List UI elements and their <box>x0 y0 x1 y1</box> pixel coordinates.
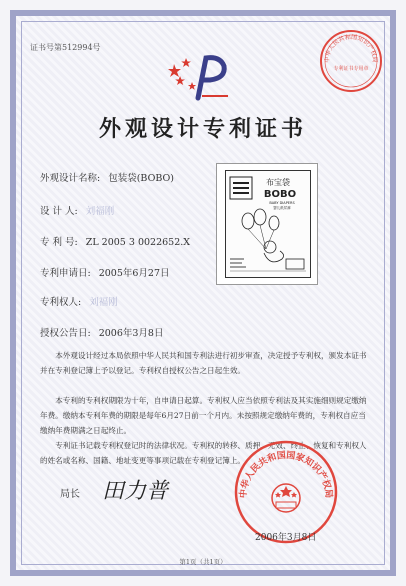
grant-date-value: 2006年3月8日 <box>98 328 164 339</box>
grant-date-field <box>40 325 163 339</box>
package-artwork <box>226 171 310 277</box>
package-brand: BOBO <box>263 189 297 200</box>
designer-field <box>40 203 114 217</box>
design-name-label: 外观设计名称: <box>40 173 101 184</box>
page-number: 第1页（共1页） <box>179 558 227 566</box>
patent-office-emblem <box>168 52 238 102</box>
package-subtitle-cn: 婴儿纸尿裤 <box>273 206 291 210</box>
paragraph-3: 专利证书记载专利权登记时的法律状况。专利权的转移、质押、无效、终止、恢复和专利权人的姓名或名称、国籍、地址变更等事项记载在专利登记簿上。 <box>40 441 367 465</box>
star-icon <box>168 64 181 77</box>
filing-date-label: 专利申请日: <box>40 268 91 279</box>
certificate-number: 证书号第512994号 <box>30 43 101 52</box>
designer-label: 设 计 人: <box>40 206 78 217</box>
svg-text:田力普: 田力普 <box>102 479 169 504</box>
balloon-icon <box>242 213 254 229</box>
grant-date-label: 授权公告日: <box>40 328 91 339</box>
star-icon <box>175 76 185 85</box>
star-icon <box>181 58 191 67</box>
stamp-top-subtext: 专利证书专用章 <box>333 66 369 72</box>
star-icon <box>188 82 196 90</box>
patentee-field <box>40 294 118 308</box>
paragraph-2: 本专利的专利权期限为十年，自申请日起算。专利权人应当依照专利法及其实施细则规定缴纳年费。缴纳本专利年费的期限是每年6月27日前一个月内。未按照规定缴纳年费的，专利权自应当缴纳年费期满之日起终止。 <box>40 396 367 435</box>
filing-date-field <box>40 265 170 279</box>
design-name-value: 包装袋(BOBO) <box>108 173 175 184</box>
balloon-icon <box>254 209 266 225</box>
design-name-field <box>40 170 174 184</box>
paragraph-1: 本外观设计经过本局依照中华人民共和国专利法进行初步审查，决定授予专利权，颁发本证书并在专利登记簿上予以登记。专利权自授权公告之日起生效。 <box>40 351 367 375</box>
patentee-value: 刘福刚 <box>89 297 118 308</box>
director-label: 局长 <box>60 489 80 500</box>
patent-number-label: 专 利 号: <box>40 237 78 248</box>
patentee-label: 专利权人: <box>40 297 82 308</box>
package-subtitle: BABY DIAPERS <box>269 201 295 205</box>
director-signature <box>98 472 188 506</box>
designer-value: 刘福刚 <box>85 206 115 217</box>
filing-date-value: 2005年6月27日 <box>98 268 170 279</box>
issue-date: 2006年3月8日 <box>255 533 317 543</box>
package-bag <box>225 170 311 278</box>
patent-number-field <box>40 234 190 248</box>
package-design-image <box>216 163 318 285</box>
package-brand-cn: 布宝袋 <box>266 178 290 187</box>
balloon-icon <box>269 216 279 230</box>
p-letter-mark <box>198 58 224 98</box>
baby-head-icon <box>264 241 276 253</box>
top-right-red-stamp <box>318 28 384 94</box>
national-emblem-icon <box>272 484 300 512</box>
seal-text: 中华人民共和国国家知识产权局 <box>238 450 334 499</box>
patent-number-value: ZL 2005 3 0022652.X <box>85 237 191 248</box>
stamp-top-text: 中华人民共和国知识产权局 <box>323 33 379 63</box>
certificate-title: 外观设计专利证书 <box>98 116 307 142</box>
